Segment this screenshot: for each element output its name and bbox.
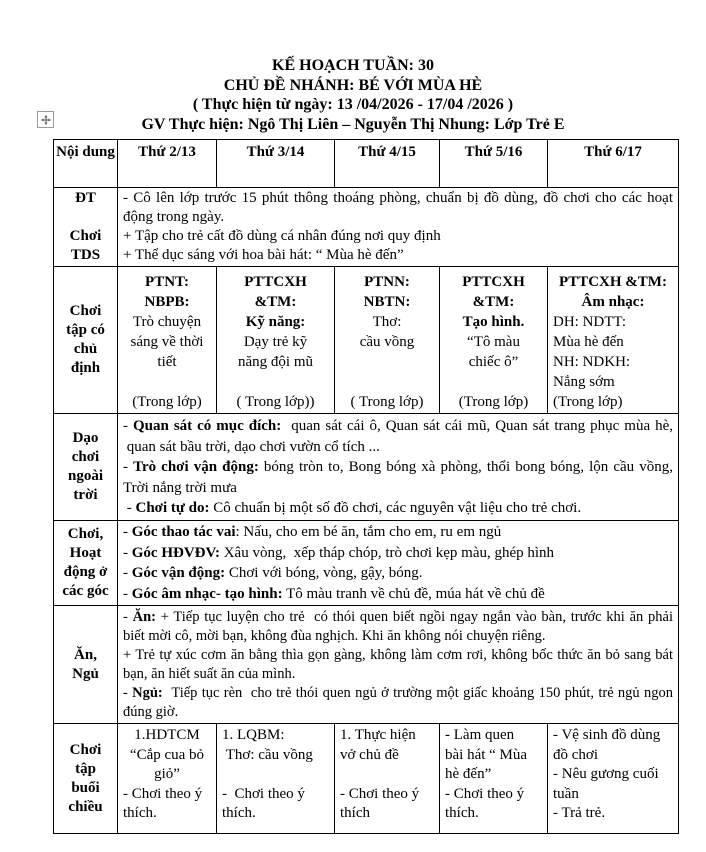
cell-chieu-thu5: - Làm quen bài hát “ Mùa hè đến” - Chơi theo ý thích. [440,724,548,834]
row-dt-choi-tds [54,188,679,267]
weekly-plan-table [53,139,679,834]
header-thu-6: Thứ 6/17 [548,140,679,188]
row-choi-hoat-dong-o-cac-goc [54,521,679,606]
plan-date-range: ( Thực hiện từ ngày: 13 /04/2026 - 17/04 /2026 ) [192,96,514,113]
row-label-dt-choi-tds: ĐT Chơi TDS [54,188,118,267]
cell-chudinh-thu3: PTTCXH &TM: Kỹ năng: Dạy trẻ kỹ năng đội mũ ( Trong lớp)) [217,267,335,414]
row-choi-tap-buoi-chieu [54,724,679,834]
header-noi-dung: Nội dung [54,140,118,188]
row-label-dao-choi-ngoai-troi: Dạo chơi ngoài trời [54,414,118,521]
row-label-an-ngu: Ăn, Ngủ [54,606,118,724]
header-thu-5: Thứ 5/16 [440,140,548,188]
cell-chieu-thu6: - Vệ sinh đồ dùng đồ chơi - Nêu gương cuối tuần - Trả trẻ. [548,724,679,834]
cell-chieu-thu4: 1. Thực hiện vở chủ đề - Chơi theo ý thích [335,724,440,834]
row-an-ngu [54,606,679,724]
cell-ngoai-troi-content: - Quan sát có mục đích: quan sát cái ô, Quan sát cái mũ, Quan sát trang phục mùa hè, quan sát bầu trời, dạo chơi vườn cổ tích ... - Trò chơi vận động: bóng tròn to, Bong bóng xà phòng, thổi bong bóng, lộn cầu vồng, Trời nắng trời mưa - Chơi tự do: Cô chuẩn bị một số đồ chơi, các nguyên vật liệu cho trẻ chơi. [118,414,679,521]
move-cross-icon [40,114,52,126]
cell-chieu-thu3: 1. LQBM: Thơ: cầu vồng - Chơi theo ý thích. [217,724,335,834]
cell-chudinh-thu2: PTNT: NBPB: Trò chuyện sáng về thời tiết (Trong lớp) [118,267,217,414]
header-row [54,140,679,188]
row-choi-tap-co-chu-dinh [54,267,679,414]
header-thu-2: Thứ 2/13 [118,140,217,188]
cell-an-ngu-content: - Ăn: + Tiếp tục luyện cho trẻ có thói quen biết ngồi ngay ngắn vào bàn, trước khi ăn phải biết mời cô, mời bạn, không đùa nghịch. Khi ăn không nói chuyện riêng. + Trẻ tự xúc cơm ăn bằng thìa gọn gàng, không làm cơm rơi, không bốc thức ăn bỏ sang bát bạn, ăn hiết suất ăn của mình. - Ngủ: Tiếp tục rèn cho trẻ thói quen ngủ ở trường một giấc khoảng 150 phút, trẻ ngủ ngon đúng giờ. [118,606,679,724]
table-move-handle-icon[interactable] [37,111,54,128]
plan-teachers: GV Thực hiện: Ngô Thị Liên – Nguyễn Thị Nhung: Lớp Trẻ E [141,115,565,133]
header-thu-4: Thứ 4/15 [335,140,440,188]
cell-chieu-thu2: 1.HDTCM “Cắp cua bỏ giỏ” - Chơi theo ý thích. [118,724,217,834]
row-label-buoi-chieu: Chơi tập buổi chiều [54,724,118,834]
cell-tds-content: - Cô lên lớp trước 15 phút thông thoáng phòng, chuẩn bị đồ dùng, đồ chơi cho các hoạt động trong ngày. + Tập cho trẻ cất đồ dùng cá nhân đúng nơi quy định + Thể dục sáng với hoa bài hát: “ Mùa hè đến” [118,188,679,267]
cell-cac-goc-content: - Góc thao tác vai: Nấu, cho em bé ăn, tắm cho em, ru em ngủ - Góc HĐVĐV: Xâu vòng, xếp tháp chóp, trò chơi kẹp màu, ghép hình - Góc vận động: Chơi với bóng, vòng, gậy, bóng. - Góc âm nhạc- tạo hình: Tô màu tranh về chủ đề, múa hát về chủ đề [118,521,679,606]
row-dao-choi-ngoai-troi [54,414,679,521]
cell-chudinh-thu6: PTTCXH &TM: Âm nhạc: DH: NDTT: Mùa hè đến NH: NDKH: Nắng sớm (Trong lớp) [548,267,679,414]
cell-chudinh-thu4: PTNN: NBTN: Thơ: cầu vồng ( Trong lớp) [335,267,440,414]
row-label-choi-tap-co-chu-dinh: Chơi tập có chủ định [54,267,118,414]
row-label-cac-goc: Chơi, Hoạt động ở các góc [54,521,118,606]
document-header [0,56,706,134]
cell-chudinh-thu5: PTTCXH &TM: Tạo hình. “Tô màu chiếc ô” (Trong lớp) [440,267,548,414]
plan-title: KẾ HOẠCH TUẦN: 30 [272,57,434,74]
plan-subtitle: CHỦ ĐỀ NHÁNH: BÉ VỚI MÙA HÈ [223,76,483,94]
header-thu-3: Thứ 3/14 [217,140,335,188]
